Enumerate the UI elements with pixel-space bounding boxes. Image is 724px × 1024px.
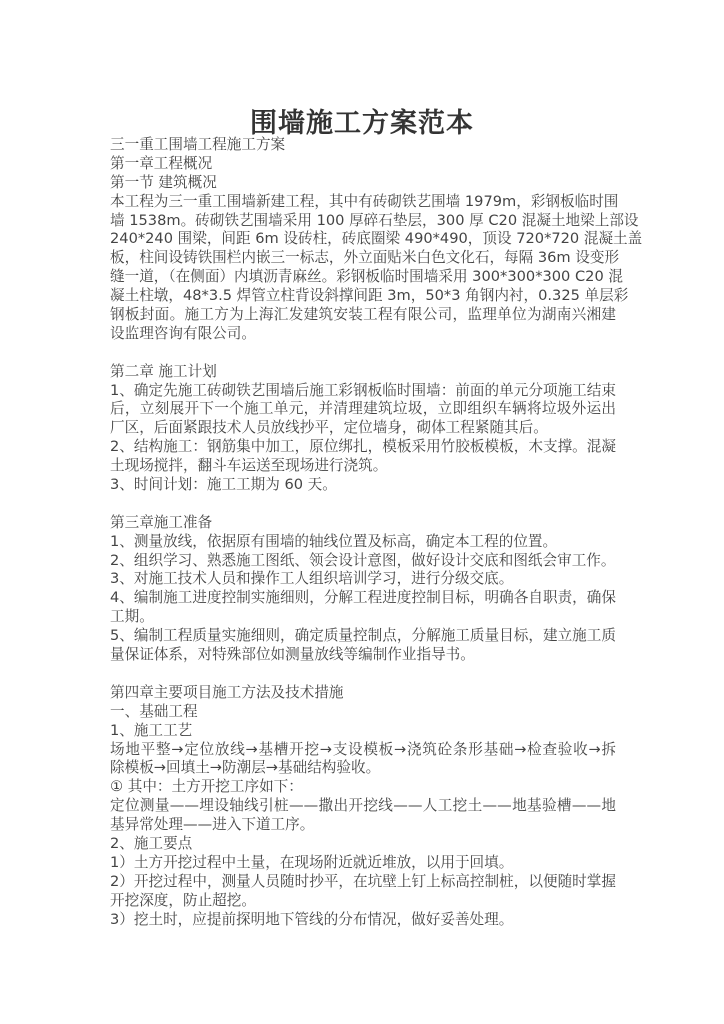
text-line: 缝一道，（在侧面）内填沥青麻丝。彩钢板临时围墙采用 300*300*300 C20 混 [110,268,623,286]
text-line: 三一重工围墙工程施工方案 [110,136,286,153]
paragraph [110,136,616,155]
text-line: 土现场搅拌，翻斗车运送至现场进行浇筑。 [110,457,388,475]
paragraph [110,174,616,193]
paragraph [110,835,616,854]
paragraph [110,911,616,930]
paragraph [110,382,616,439]
paragraph [110,854,616,873]
paragraph [110,684,616,703]
text-line [110,495,616,514]
paragraph [110,514,616,533]
blank-line [110,495,616,514]
text-line: 量保证体系，对特殊部位如测量放线等编制作业指导书。 [110,646,475,664]
text-line: 定位测量——埋设轴线引桩——撒出开挖线——人工挖土——地基验槽——地 [110,797,616,815]
text-line: 第二章 施工计划 [110,362,217,380]
text-line: 1、确定先施工砖砌铁艺围墙后施工彩钢板临时围墙：前面的单元分项施工结束 [110,381,616,399]
text-line: 本工程为三一重工围墙新建工程，其中有砖砌铁艺围墙 1979m，彩钢板临时围 [110,192,619,210]
text-line: 1、施工工艺 [110,721,193,739]
text-line: 一、基础工程 [110,702,198,720]
text-line: 设监理咨询有限公司。 [110,324,256,342]
text-line: 2、结构施工：钢筋集中加工，原位绑扎，模板采用竹胶板模板，木支撑。混凝 [110,438,616,456]
text-line: 除模板→回填土→防潮层→基础结构验收。 [110,759,381,777]
paragraph [110,476,616,495]
text-line: 钢板封面。施工方为上海汇发建筑安装工程有限公司，监理单位为湖南兴湘建 [110,306,616,324]
blank-line [110,665,616,684]
paragraph [110,570,616,589]
text-line: 后，立刻展开下一个施工单元，并清理建筑垃圾，立即组织车辆将垃圾外运出 [110,400,616,418]
text-line: 工期。 [110,608,154,626]
text-line: 第四章主要项目施工方法及技术措施 [110,683,344,701]
text-line: 5、编制工程质量实施细则，确定质量控制点，分解施工质量目标，建立施工质 [110,627,616,645]
paragraph [110,741,616,779]
text-line: 2、施工要点 [110,834,193,852]
text-line: 2）开挖过程中，测量人员随时抄平，在坑壁上钉上标高控制桩，以便随时掌握 [110,872,616,890]
paragraph [110,589,616,627]
text-line: 凝土柱墩，48*3.5 焊管立柱背设斜撑间距 3m，50*3 角钢内衬，0.325 单层彩 [110,287,629,305]
text-line: 第一节 建筑概况 [110,173,217,191]
text-line: 1）土方开挖过程中土量，在现场附近就近堆放，以用于回填。 [110,853,514,871]
paragraph [110,155,616,174]
paragraph [110,552,616,571]
text-line: 第一章工程概况 [110,154,213,172]
text-line: 240*240 围梁，间距 6m 设砖柱，砖底圈梁 490*490，顶设 720*720 混凝土盖 [110,230,643,248]
paragraph [110,703,616,722]
paragraph [110,722,616,741]
paragraph [110,627,616,665]
text-line: 3）挖土时，应提前探明地下管线的分布情况，做好妥善处理。 [110,910,514,928]
paragraph [110,192,643,344]
document-body [110,136,643,929]
text-line: 基异常处理——进入下道工序。 [110,816,315,834]
paragraph [110,873,616,911]
paragraph [110,533,616,552]
text-line: 开挖深度，防止超挖。 [110,891,256,909]
paragraph [110,363,616,382]
text-line [110,665,616,684]
blank-line [110,344,616,363]
paragraph [110,778,616,797]
text-line: 3、时间计划：施工工期为 60 天。 [110,476,337,494]
paragraph [110,797,616,835]
text-line: 2、组织学习、熟悉施工图纸、领会设计意图，做好设计交底和图纸会审工作。 [110,551,616,569]
text-line [110,344,616,363]
text-line: ① 其中：土方开挖工序如下： [110,778,303,796]
text-line: 厂区，后面紧跟技术人员放线抄平，定位墙身，砌体工程紧随其后。 [110,419,548,437]
text-line: 4、编制施工进度控制实施细则，分解工程进度控制目标，明确各自职责，确保 [110,589,616,607]
text-line: 板，柱间设铸铁围栏内嵌三一标志，外立面贴米白色文化石，每隔 36m 设变形 [110,249,620,267]
text-line: 3、对施工技术人员和操作工人组织培训学习，进行分级交底。 [110,570,514,588]
text-line: 墙 1538m。砖砌铁艺围墙采用 100 厚碎石垫层，300 厚 C20 混凝土地梁上部设 [110,211,639,229]
paragraph [110,438,616,476]
text-line: 第三章施工准备 [110,513,213,531]
text-line: 1、测量放线，依据原有围墙的轴线位置及标高，确定本工程的位置。 [110,532,558,550]
document-title: 围墙施工方案范本 [250,108,474,139]
text-line: 场地平整→定位放线→基槽开挖→支设模板→浇筑砼条形基础→检查验收→拆 [110,740,616,758]
